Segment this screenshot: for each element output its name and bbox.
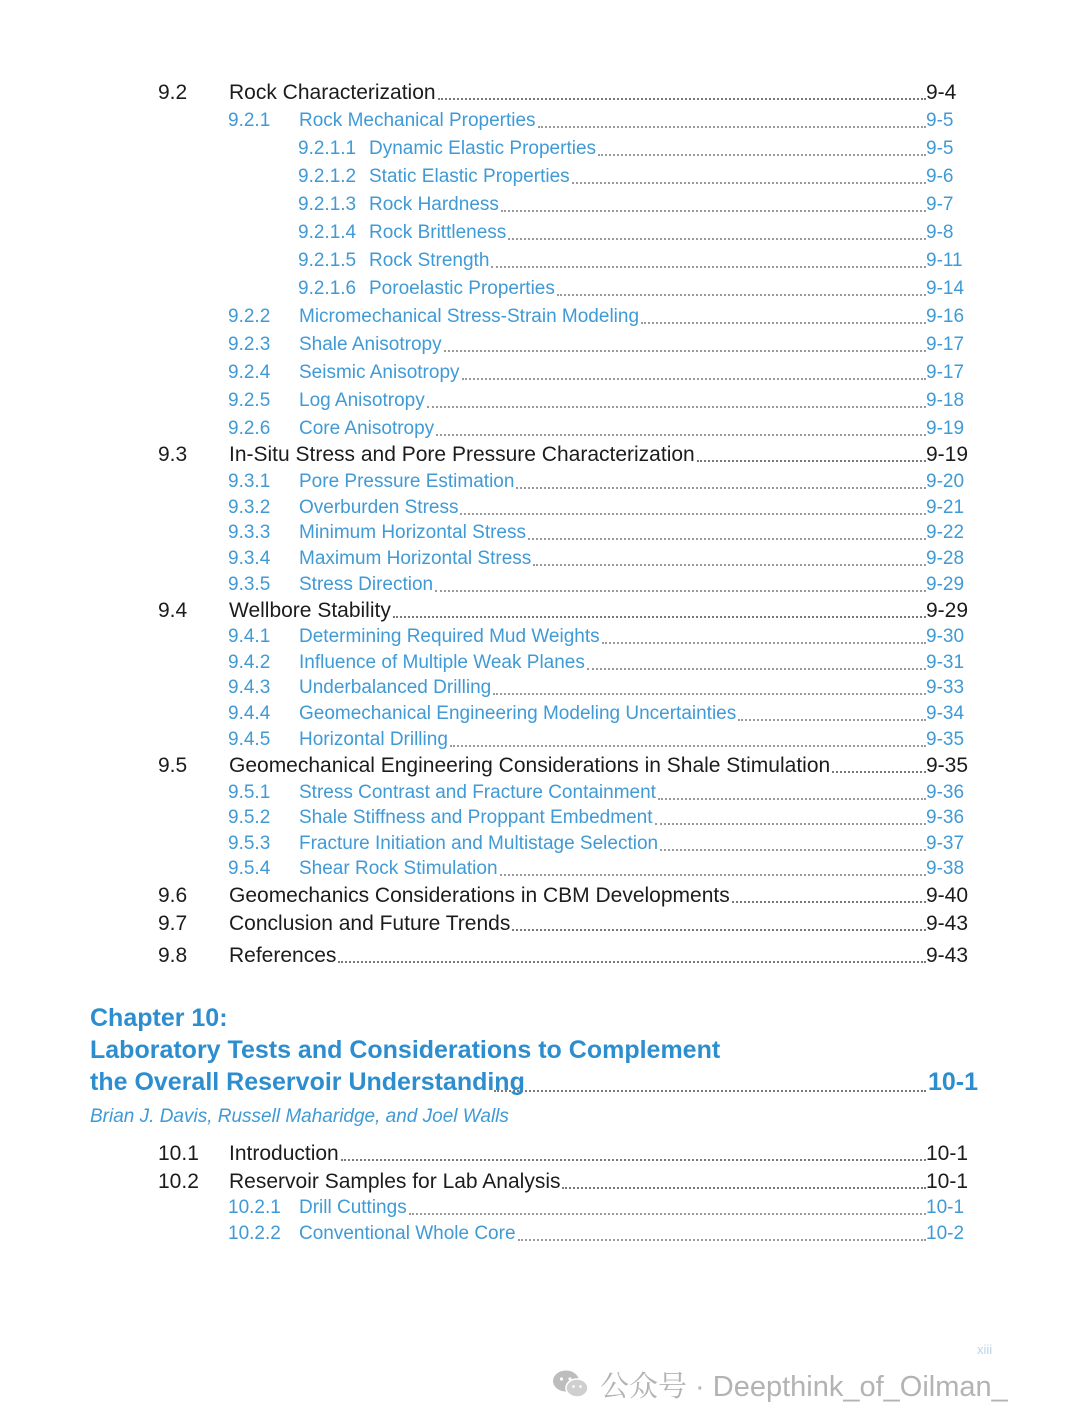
dot-leader — [562, 1187, 926, 1189]
entry-page: 9-19 — [926, 418, 965, 439]
entry-number: 9.3.3 — [228, 522, 271, 543]
entry-number: 9.2.1.1 — [298, 138, 357, 159]
entry-page: 9-17 — [926, 362, 965, 383]
entry-page: 9-30 — [926, 626, 965, 647]
entry-title: Seismic Anisotropy — [299, 362, 460, 383]
toc-entry[interactable] — [228, 571, 968, 599]
entry-title: Introduction — [229, 1142, 339, 1165]
entry-number: 9.2.1.2 — [298, 166, 357, 187]
entry-title: Geomechanics Considerations in CBM Developments — [229, 884, 730, 907]
entry-page: 9-29 — [926, 574, 965, 595]
entry-page: 9-36 — [926, 807, 965, 828]
entry-number: 9.2.1.4 — [298, 222, 357, 243]
entry-number: 9.3.5 — [228, 574, 271, 595]
entry-number: 9.5.4 — [228, 858, 271, 879]
watermark — [552, 1364, 1008, 1404]
dot-leader — [587, 668, 926, 670]
entry-title: Rock Brittleness — [369, 222, 507, 243]
toc-entry[interactable] — [228, 649, 968, 677]
entry-number: 9.5.3 — [228, 833, 271, 854]
wechat-icon — [552, 1369, 590, 1399]
entry-number: 9.2.3 — [228, 334, 271, 355]
entry-page: 10-2 — [926, 1223, 965, 1244]
toc-entry[interactable] — [298, 247, 968, 275]
entry-page: 9-7 — [926, 194, 954, 215]
dot-leader — [598, 154, 926, 156]
entry-title: Determining Required Mud Weights — [299, 626, 600, 647]
toc-entry[interactable] — [158, 910, 968, 938]
entry-page: 9-31 — [926, 652, 965, 673]
dot-leader — [501, 210, 926, 212]
entry-page: 9-4 — [926, 81, 957, 104]
entry-number: 9.2.1.5 — [298, 250, 357, 271]
toc-entry[interactable] — [228, 804, 968, 832]
toc-entry[interactable] — [158, 79, 968, 107]
dot-leader — [516, 487, 926, 489]
dot-leader — [528, 538, 926, 540]
toc-entry[interactable] — [228, 359, 968, 387]
entry-number: 10.2.2 — [228, 1223, 281, 1244]
dot-leader — [518, 1239, 926, 1241]
entry-title: Static Elastic Properties — [369, 166, 570, 187]
toc-entry[interactable] — [228, 855, 968, 883]
chapter-authors: Brian J. Davis, Russell Maharidge, and Joel Walls — [90, 1106, 509, 1127]
dot-leader — [832, 771, 926, 773]
entry-number: 9.3.1 — [228, 471, 271, 492]
entry-title: Maximum Horizontal Stress — [299, 548, 532, 569]
entry-page: 9-40 — [926, 884, 969, 907]
entry-number: 10.2.1 — [228, 1197, 281, 1218]
chapter-title-line2: the Overall Reservoir Understanding — [90, 1068, 525, 1096]
entry-number: 9.4.2 — [228, 652, 271, 673]
watermark-text: 公众号 · Deepthink_of_Oilman_ — [600, 1370, 1008, 1403]
entry-page: 9-5 — [926, 110, 954, 131]
toc-entry[interactable] — [298, 163, 968, 191]
entry-page: 9-22 — [926, 522, 965, 543]
entry-page: 9-19 — [926, 443, 969, 466]
dot-leader — [512, 929, 926, 931]
dot-leader — [409, 1213, 926, 1215]
toc-entry[interactable] — [158, 752, 968, 780]
entry-number: 9.6 — [158, 884, 188, 907]
entry-title: Stress Direction — [299, 574, 434, 595]
dot-leader — [427, 406, 926, 408]
dot-leader — [641, 322, 926, 324]
entry-title: Pore Pressure Estimation — [299, 471, 515, 492]
toc-entry[interactable] — [228, 1220, 968, 1248]
dot-leader — [444, 350, 926, 352]
dot-leader — [435, 590, 926, 592]
entry-page: 9-36 — [926, 782, 965, 803]
dot-leader — [732, 901, 926, 903]
entry-number: 9.2.2 — [228, 306, 271, 327]
toc-entry[interactable] — [228, 674, 968, 702]
toc-entry[interactable] — [158, 942, 968, 970]
chapter-title-line1: Laboratory Tests and Considerations to Complement — [90, 1036, 721, 1064]
entry-number: 9.5.2 — [228, 807, 271, 828]
dot-leader — [450, 745, 926, 747]
toc-entry[interactable] — [158, 882, 968, 910]
dot-leader — [436, 434, 926, 436]
entry-title: Underbalanced Drilling — [299, 677, 492, 698]
entry-title: Geomechanical Engineering Considerations in Shale Stimulation — [229, 754, 831, 777]
toc-entry[interactable] — [228, 387, 968, 415]
chapter-label: Chapter 10: — [90, 1004, 228, 1032]
entry-title: Horizontal Drilling — [299, 729, 448, 750]
entry-number: 9.4 — [158, 599, 188, 622]
entry-number: 9.2.4 — [228, 362, 271, 383]
entry-title: Influence of Multiple Weak Planes — [299, 652, 585, 673]
entry-title: Dynamic Elastic Properties — [369, 138, 597, 159]
entry-number: 9.5.1 — [228, 782, 271, 803]
entry-title: Reservoir Samples for Lab Analysis — [229, 1170, 561, 1193]
entry-page: 9-6 — [926, 166, 954, 187]
entry-title: Minimum Horizontal Stress — [299, 522, 526, 543]
entry-title: Overburden Stress — [299, 497, 459, 518]
toc-entry[interactable] — [158, 441, 968, 469]
dot-leader — [572, 182, 926, 184]
dot-leader — [557, 294, 926, 296]
entry-page: 10-1 — [926, 1170, 969, 1193]
entry-title: Rock Hardness — [369, 194, 499, 215]
toc-entry[interactable] — [228, 519, 968, 547]
dot-leader — [500, 874, 926, 876]
entry-page: 9-33 — [926, 677, 965, 698]
entry-number: 9.7 — [158, 912, 188, 935]
entry-page: 9-18 — [926, 390, 965, 411]
toc-entry[interactable] — [158, 597, 968, 625]
entry-title: Drill Cuttings — [299, 1197, 407, 1218]
entry-number: 9.2.1.3 — [298, 194, 357, 215]
entry-number: 10.1 — [158, 1142, 199, 1165]
dot-leader — [460, 513, 926, 515]
entry-number: 9.4.4 — [228, 703, 271, 724]
entry-number: 9.5 — [158, 754, 188, 777]
dot-leader — [393, 616, 926, 618]
toc-entry[interactable] — [298, 275, 968, 303]
dot-leader — [493, 693, 926, 695]
dot-leader — [658, 798, 926, 800]
entry-page: 9-28 — [926, 548, 965, 569]
toc-entry[interactable] — [228, 726, 968, 754]
entry-title: Conclusion and Future Trends — [229, 912, 511, 935]
dot-leader — [602, 642, 926, 644]
entry-title: Rock Strength — [369, 250, 490, 271]
entry-page: 9-37 — [926, 833, 965, 854]
entry-number: 9.2.1.6 — [298, 278, 357, 299]
dot-leader — [508, 238, 926, 240]
entry-title: Conventional Whole Core — [299, 1223, 516, 1244]
entry-number: 9.2.5 — [228, 390, 271, 411]
entry-title: Wellbore Stability — [229, 599, 391, 622]
entry-number: 9.3.2 — [228, 497, 271, 518]
entry-title: Poroelastic Properties — [369, 278, 555, 299]
dot-leader — [438, 98, 926, 100]
entry-page: 9-29 — [926, 599, 969, 622]
entry-title: Rock Mechanical Properties — [299, 110, 536, 131]
entry-page: 9-21 — [926, 497, 965, 518]
toc-entry[interactable] — [228, 545, 968, 573]
entry-page: 9-43 — [926, 912, 969, 935]
entry-number: 9.2.1 — [228, 110, 271, 131]
entry-title: Shear Rock Stimulation — [299, 858, 498, 879]
entry-number: 9.2 — [158, 81, 188, 104]
entry-page: 9-14 — [926, 278, 965, 299]
entry-title: Micromechanical Stress-Strain Modeling — [299, 306, 640, 327]
entry-page: 9-35 — [926, 729, 965, 750]
dot-leader — [462, 378, 926, 380]
dot-leader — [738, 719, 926, 721]
entry-page: 9-34 — [926, 703, 965, 724]
toc-entry[interactable] — [228, 1194, 968, 1222]
dot-leader — [491, 266, 926, 268]
chapter-title-row[interactable] — [90, 1066, 979, 1100]
toc-entry[interactable] — [158, 1168, 968, 1196]
entry-title: Shale Anisotropy — [299, 334, 442, 355]
toc-entry[interactable] — [228, 700, 968, 728]
page-number: xiii — [977, 1342, 993, 1357]
entry-number: 9.4.3 — [228, 677, 271, 698]
dot-leader — [341, 1159, 926, 1161]
toc-entry[interactable] — [228, 830, 968, 858]
entry-page: 9-17 — [926, 334, 965, 355]
entry-page: 9-8 — [926, 222, 954, 243]
entry-title: Stress Contrast and Fracture Containment — [299, 782, 656, 803]
toc-entry[interactable] — [228, 779, 968, 807]
dot-leader — [655, 823, 927, 825]
toc-entry[interactable] — [228, 494, 968, 522]
dot-leader — [538, 126, 926, 128]
toc-entry[interactable] — [228, 623, 968, 651]
toc-entry[interactable] — [228, 303, 968, 331]
entry-title: Shale Stiffness and Proppant Embedment — [299, 807, 653, 828]
toc-entry[interactable] — [228, 107, 968, 135]
dot-leader — [338, 961, 926, 963]
entry-page: 9-11 — [926, 250, 963, 271]
entry-number: 9.4.5 — [228, 729, 271, 750]
toc-entry[interactable] — [298, 191, 968, 219]
entry-number: 9.2.6 — [228, 418, 271, 439]
entry-title: Fracture Initiation and Multistage Selection — [299, 833, 659, 854]
entry-title: Log Anisotropy — [299, 390, 425, 411]
entry-title: Geomechanical Engineering Modeling Uncertainties — [299, 703, 737, 724]
dot-leader — [660, 849, 926, 851]
chapter-page: 10-1 — [928, 1068, 979, 1096]
entry-title: Rock Characterization — [229, 81, 436, 104]
entry-number: 9.3.4 — [228, 548, 271, 569]
entry-title: References — [229, 944, 337, 967]
dot-leader — [494, 1090, 926, 1092]
entry-number: 10.2 — [158, 1170, 199, 1193]
entry-page: 9-5 — [926, 138, 954, 159]
toc-entry[interactable] — [158, 1140, 968, 1168]
entry-page: 9-38 — [926, 858, 965, 879]
toc-entry[interactable] — [298, 135, 968, 163]
toc-entry[interactable] — [228, 415, 968, 443]
entry-page: 10-1 — [926, 1142, 969, 1165]
entry-title: Core Anisotropy — [299, 418, 435, 439]
dot-leader — [533, 564, 926, 566]
entry-number: 9.4.1 — [228, 626, 271, 647]
toc-entry[interactable] — [228, 331, 968, 359]
entry-page: 9-35 — [926, 754, 969, 777]
entry-page: 9-43 — [926, 944, 969, 967]
entry-page: 10-1 — [926, 1197, 965, 1218]
dot-leader — [697, 460, 926, 462]
entry-page: 9-16 — [926, 306, 965, 327]
toc-entry[interactable] — [298, 219, 968, 247]
entry-page: 9-20 — [926, 471, 965, 492]
entry-title: In-Situ Stress and Pore Pressure Characterization — [229, 443, 695, 466]
toc-entry[interactable] — [228, 468, 968, 496]
entry-number: 9.3 — [158, 443, 188, 466]
entry-number: 9.8 — [158, 944, 188, 967]
